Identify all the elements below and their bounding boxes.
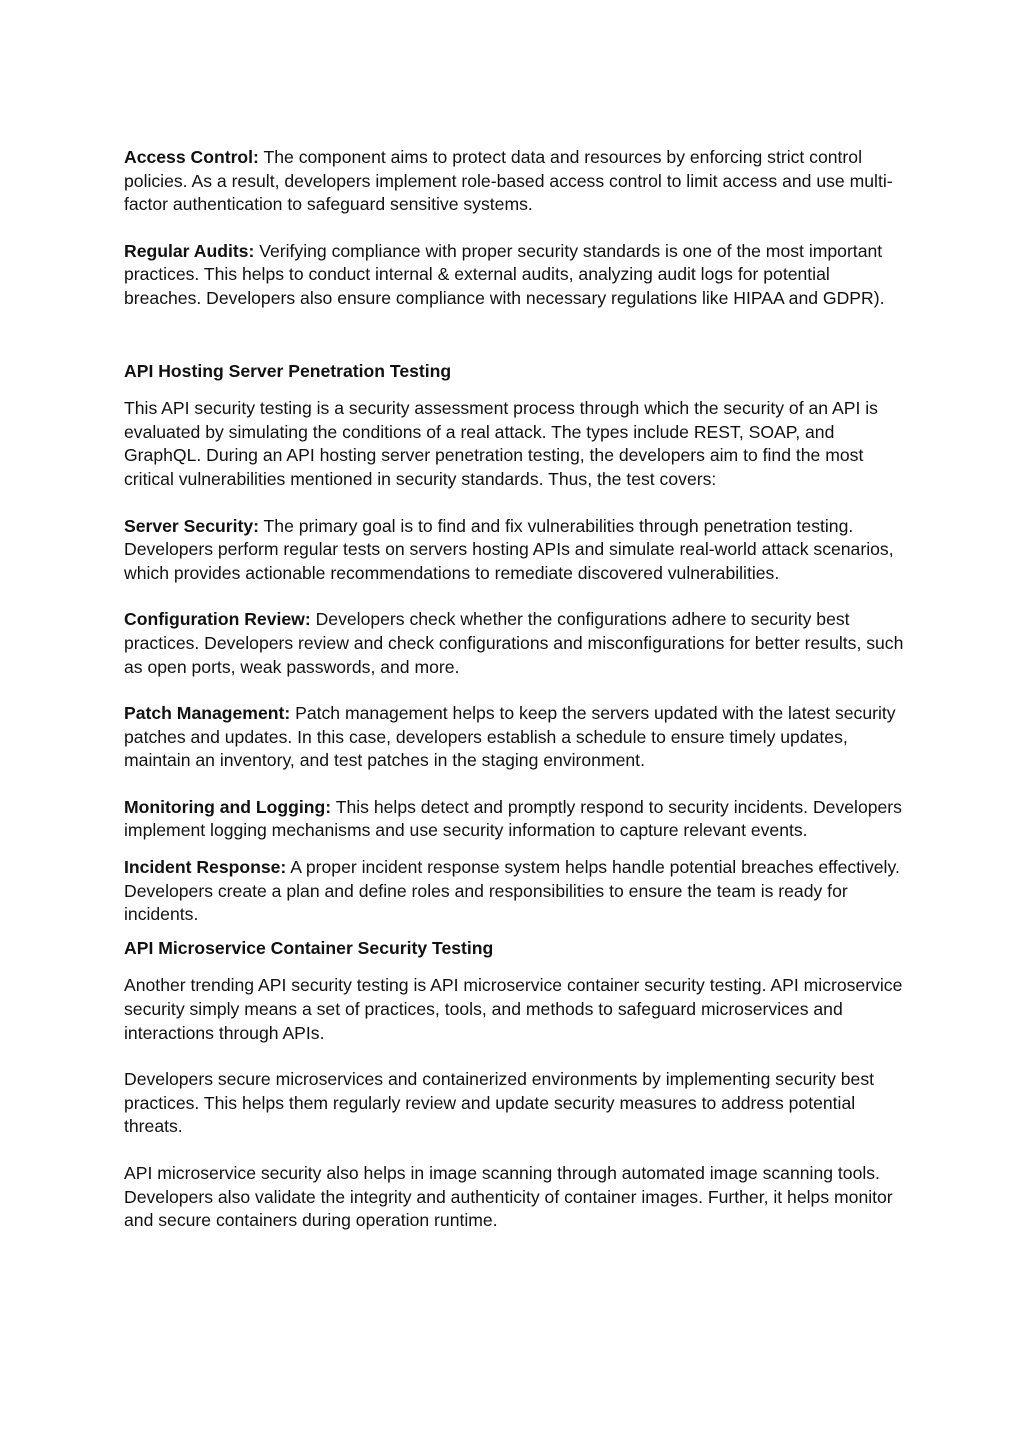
patch-management-lead: Patch Management:: [124, 703, 291, 724]
microservice-paragraph-1: Another trending API security testing is API microservice container security testing. API microservice security simply means a set of practices, tools, and methods to safeguard microservices and interactions through APIs.: [124, 975, 903, 1043]
monitoring-logging-paragraph: [124, 796, 904, 843]
configuration-review-text: Developers check whether the configurations adhere to security best practices. Developers review and check configurations and misconfigurations for better results, such as open ports, weak passwords, and more.: [124, 609, 904, 677]
server-security-lead: Server Security:: [124, 515, 259, 536]
regular-audits-text: Verifying compliance with proper security standards is one of the most important practices. This helps to conduct internal & external audits, analyzing audit logs for potential breaches. Developers also ensure compliance with necessary regulations like HIPAA and GDPR).: [124, 240, 885, 308]
microservice-paragraph-3: API microservice security also helps in image scanning through automated image scanning tools. Developers also validate the integrity and authenticity of container images. Further, it helps monitor and secure containers during operation runtime.: [124, 1163, 893, 1231]
access-control-lead: Access Control:: [124, 147, 259, 167]
microservice-paragraph-2: Developers secure microservices and containerized environments by implementing security best practices. This helps them regularly review and update security measures to address potential threats.: [124, 1069, 875, 1137]
monitoring-logging-text: This helps detect and promptly respond to security incidents. Developers implement logging mechanisms and use security information to capture relevant events.: [124, 796, 902, 841]
access-control-text: The component aims to protect data and resources by enforcing strict control policies. As a result, developers implement role-based access control to limit access and use multi-factor authentication to safeguard sensitive systems.: [124, 147, 893, 215]
server-security-text: The primary goal is to find and fix vulnerabilities through penetration testing. Developers perform regular tests on servers hosting APIs and simulate real-world attack scenarios, which provides actionable recommendations to remediate discovered vulnerabilities.: [124, 515, 894, 583]
hosting-intro-paragraph: This API security testing is a security assessment process through which the security of an API is evaluated by simulating the conditions of a real attack. The types include REST, SOAP, and GraphQL. During an API hosting server penetration testing, the developers aim to find the most critical vulnerabilities mentioned in security standards. Thus, the test covers:: [124, 398, 878, 489]
incident-response-paragraph: [124, 856, 904, 927]
regular-audits-paragraph: [124, 240, 904, 311]
server-security-paragraph: [124, 515, 904, 586]
incident-response-lead: Incident Response:: [124, 857, 287, 878]
monitoring-logging-lead: Monitoring and Logging:: [124, 796, 332, 817]
configuration-review-paragraph: [124, 608, 904, 679]
access-control-paragraph: [124, 146, 904, 217]
document-page: [124, 146, 904, 1233]
microservice-section-heading: API Microservice Container Security Testing: [124, 937, 494, 958]
regular-audits-lead: Regular Audits:: [124, 240, 255, 261]
incident-response-text: A proper incident response system helps handle potential breaches effectively. Developers create a plan and define roles and responsibilities to ensure the team is ready for incidents.: [124, 857, 900, 925]
patch-management-paragraph: [124, 702, 904, 773]
patch-management-text: Patch management helps to keep the servers updated with the latest security patches and updates. In this case, developers establish a schedule to ensure timely updates, maintain an inventory, and test patches in the staging environment.: [124, 703, 896, 771]
hosting-section-heading: API Hosting Server Penetration Testing: [124, 360, 452, 381]
configuration-review-lead: Configuration Review:: [124, 609, 311, 630]
